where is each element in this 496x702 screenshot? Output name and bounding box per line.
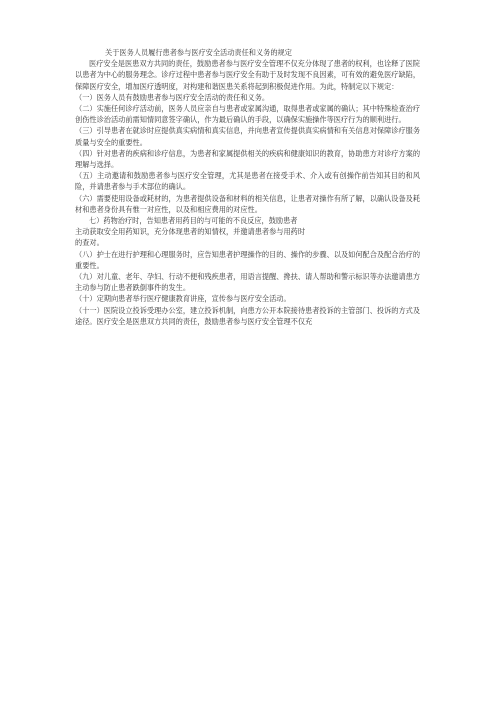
clause-8: （八）护士在进行护理和心理服务时，应告知患者护理操作的目的、操作的步骤、以及如何配合及配合治疗的重要性。	[75, 249, 421, 270]
clause-2: （二）实施任何诊疗活动前，医务人员应亲自与患者或家属沟通，取得患者或家属的确认；其中特殊检查治疗创伤性诊治活动前需知情同意签字确认，作为最后确认的手段，以确保实施操作等医疗行为的顺利进行。	[75, 104, 421, 125]
clause-7-line-3: 的查对。	[75, 238, 104, 248]
clause-7-line-2: 主动获取安全用药知识，充分体现患者的知情权，并邀请患者参与用药时	[75, 227, 306, 237]
clause-9: （九）对儿童、老年、孕妇、行动不便和残疾患者，用语言提醒、搀扶、请人帮助和警示标识等办法邀请患方主动参与防止患者跌倒事件的发生。	[75, 272, 421, 293]
clause-11: （十一）医院设立投诉受理办公室，建立投诉机制，向患方公开本院接待患者投诉的主管部门、投诉的方式及途径。医疗安全是医患双方共同的责任，鼓励患者参与医疗安全管理不仅充	[75, 305, 421, 326]
clause-7-line-1: 七）药物治疗时，告知患者用药目的与可能的不良反应，鼓励患者	[89, 216, 298, 226]
clause-3: （三）引导患者在就诊时应提供真实病情和真实信息，并向患者宣传提供真实病情和有关信息对保障诊疗服务质量与安全的重要性。	[75, 126, 421, 147]
clause-1: （一）医务人员有鼓励患者参与医疗安全活动的责任和义务。	[75, 92, 270, 102]
clause-10: （十）定期向患者举行医疗健康教育讲座，宣传参与医疗安全活动。	[75, 294, 291, 304]
clause-5: （五）主动邀请和鼓励患者参与医疗安全管理，尤其是患者在接受手术、介入或有创操作前告知其目的和风险，并请患者参与手术部位的确认。	[75, 171, 420, 192]
document-title: 关于医务人员履行患者参与医疗安全活动责任和义务的规定	[105, 48, 292, 57]
clause-6: （六）需要使用设备或耗材的，为患者提供设备和材料的相关信息，让患者对操作有所了解，以确认设备及耗材和患者身份具有惟一对应性，以及和相应费用的对应性。	[75, 193, 421, 214]
document-body	[75, 47, 420, 327]
intro-paragraph: 医疗安全是医患双方共同的责任，鼓励患者参与医疗安全管理不仅充分体现了患者的权利，也诠释了医院以患者为中心的服务理念。诊疗过程中患者参与医疗安全有助于及时发现不良因素，可有效的避免医疗缺陷，保障医疗安全，增加医疗透明度，对构建和谐医患关系将起到积极促进作用。为此，特制定以下规定：	[75, 59, 421, 91]
clause-4: （四）针对患者的疾病和诊疗信息，为患者和家属提供相关的疾病和健康知识的教育，协助患方对诊疗方案的理解与选择。	[75, 148, 421, 170]
